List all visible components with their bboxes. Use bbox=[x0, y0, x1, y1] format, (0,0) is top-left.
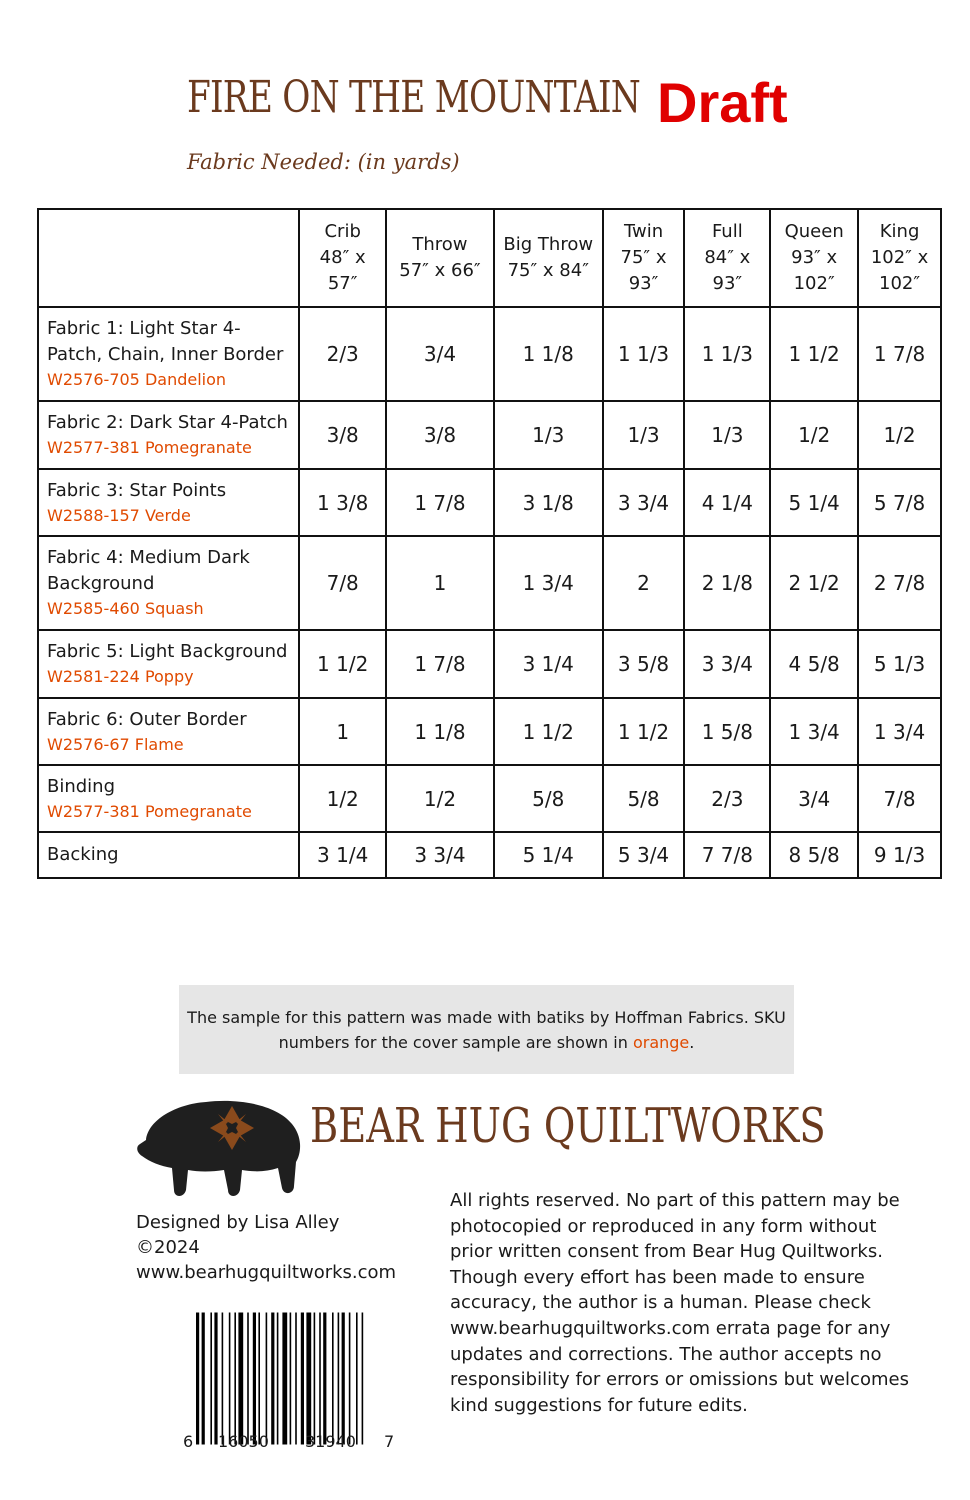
yardage-value: 5 1/3 bbox=[858, 630, 941, 698]
header-size-name: Throw bbox=[412, 234, 468, 255]
yardage-value: 1 1/8 bbox=[494, 307, 603, 401]
header-size-dimensions: 48″ x 57″ bbox=[319, 247, 366, 294]
yardage-value: 5 3/4 bbox=[603, 832, 685, 878]
table-row bbox=[38, 630, 941, 698]
note-highlight: orange bbox=[632, 1033, 690, 1052]
yardage-value: 1 3/4 bbox=[494, 536, 603, 630]
yardage-value: 1 1/8 bbox=[386, 698, 494, 765]
header-size-dimensions: 102″ x 102″ bbox=[870, 247, 929, 294]
yardage-value: 1/3 bbox=[603, 401, 685, 469]
fabric-sku: W2581-224 Poppy bbox=[47, 667, 194, 686]
yardage-value: 3/8 bbox=[386, 401, 494, 469]
yardage-value: 2 1/2 bbox=[770, 536, 858, 630]
website-line: www.bearhugquiltworks.com bbox=[136, 1262, 397, 1283]
pattern-title: FIRE ON THE MOUNTAIN bbox=[187, 72, 641, 123]
fabric-label-cell bbox=[38, 307, 299, 401]
sample-note bbox=[179, 985, 794, 1074]
fabric-label: Fabric 4: Medium Dark Background bbox=[47, 547, 250, 594]
fabric-label: Fabric 6: Outer Border bbox=[47, 708, 247, 730]
designer-line: Designed by Lisa Alley bbox=[136, 1212, 340, 1233]
yardage-value: 5 1/4 bbox=[770, 469, 858, 536]
header-size-dimensions: 93″ x 102″ bbox=[791, 247, 838, 294]
table-row bbox=[38, 698, 941, 765]
table-row bbox=[38, 832, 941, 878]
yardage-value: 5 7/8 bbox=[858, 469, 941, 536]
note-text: The sample for this pattern was made with batiks by Hoffman Fabrics. SKU numbers for the cover sample are shown in bbox=[187, 1008, 786, 1052]
header-size-dimensions: 84″ x 93″ bbox=[704, 247, 751, 294]
yardage-value: 1 1/2 bbox=[299, 630, 386, 698]
yardage-value: 3 3/4 bbox=[684, 630, 770, 698]
fabric-label: Backing bbox=[47, 844, 119, 865]
yardage-value: 5/8 bbox=[603, 765, 685, 832]
rights-statement: All rights reserved. No part of this pattern may be photocopied or reproduced in any form without prior written consent from Bear Hug Quiltworks. Though every effort has been made to ensure accuracy, the author is a human. Please check www.bearhugquiltworks.com errata page for any updates and corrections. The author accepts no responsibility for errors or omissions but welcomes kind suggestions for future edits. bbox=[450, 1190, 909, 1416]
header-size-name: Big Throw bbox=[503, 234, 594, 255]
header-size-name: Queen bbox=[784, 221, 844, 242]
fabric-label: Fabric 1: Light Star 4-Patch, Chain, Inner Border bbox=[47, 318, 284, 365]
yardage-value: 4 1/4 bbox=[684, 469, 770, 536]
copyright-line: ©2024 bbox=[136, 1237, 200, 1258]
header-queen bbox=[770, 209, 858, 307]
header-twin bbox=[603, 209, 685, 307]
header-size-name: Crib bbox=[324, 221, 361, 242]
yardage-value: 1/3 bbox=[684, 401, 770, 469]
yardage-value: 7/8 bbox=[299, 536, 386, 630]
header-throw bbox=[386, 209, 494, 307]
yardage-value: 4 5/8 bbox=[770, 630, 858, 698]
yardage-value: 3 1/8 bbox=[494, 469, 603, 536]
header-size-name: Full bbox=[711, 221, 743, 242]
yardage-value: 1 bbox=[386, 536, 494, 630]
yardage-value: 2/3 bbox=[299, 307, 386, 401]
yardage-value: 1/2 bbox=[386, 765, 494, 832]
yardage-value: 9 1/3 bbox=[858, 832, 941, 878]
fabric-label-cell bbox=[38, 698, 299, 765]
yardage-value: 1/2 bbox=[770, 401, 858, 469]
barcode-digit-prefix: 6 bbox=[183, 1432, 194, 1451]
fabric-sku: W2577-381 Pomegranate bbox=[47, 438, 252, 457]
yardage-value: 2/3 bbox=[684, 765, 770, 832]
yardage-value: 3/4 bbox=[770, 765, 858, 832]
fabric-label: Fabric 2: Dark Star 4-Patch bbox=[47, 412, 288, 433]
fabric-needed-subtitle: Fabric Needed: (in yards) bbox=[187, 150, 460, 174]
yardage-value: 3 3/4 bbox=[603, 469, 685, 536]
header-size-dimensions: 75″ x 93″ bbox=[620, 247, 667, 294]
yardage-value: 7 7/8 bbox=[684, 832, 770, 878]
yardage-value: 3/8 bbox=[299, 401, 386, 469]
fabric-sku: W2576-67 Flame bbox=[47, 734, 184, 754]
fabric-label: Fabric 5: Light Background bbox=[47, 641, 288, 662]
barcode-digit-left: 16050 bbox=[218, 1432, 269, 1451]
yardage-value: 1 3/4 bbox=[770, 698, 858, 765]
draft-label: Draft bbox=[657, 71, 788, 134]
yardage-value: 1 bbox=[299, 698, 386, 765]
yardage-value: 7/8 bbox=[858, 765, 941, 832]
yardage-value: 1 1/2 bbox=[603, 698, 685, 765]
table-row bbox=[38, 401, 941, 469]
yardage-value: 5 1/4 bbox=[494, 832, 603, 878]
fabric-label: Binding bbox=[47, 775, 116, 797]
yardage-value: 3 1/4 bbox=[494, 630, 603, 698]
header-size-dimensions: 57″ x 66″ bbox=[399, 260, 481, 281]
header-king bbox=[858, 209, 941, 307]
header-size-dimensions: 75″ x 84″ bbox=[507, 260, 589, 281]
fabric-label-cell bbox=[38, 765, 299, 832]
fabric-label-cell bbox=[38, 630, 299, 698]
header-size-name: King bbox=[879, 221, 920, 242]
note-end: . bbox=[689, 1033, 695, 1052]
fabric-sku: W2577-381 Pomegranate bbox=[47, 801, 252, 821]
barcode-icon bbox=[182, 1300, 404, 1460]
yardage-value: 2 1/8 bbox=[684, 536, 770, 630]
yardage-value: 1/2 bbox=[299, 765, 386, 832]
fabric-sku: W2576-705 Dandelion bbox=[47, 370, 227, 389]
yardage-value: 3 3/4 bbox=[386, 832, 494, 878]
table-header-row bbox=[38, 209, 941, 307]
yardage-value: 3/4 bbox=[386, 307, 494, 401]
fabric-sku: W2588-157 Verde bbox=[47, 505, 191, 525]
fabric-label-cell bbox=[38, 832, 299, 878]
fabric-label: Fabric 3: Star Points bbox=[47, 479, 227, 501]
barcode-digit-check: 7 bbox=[384, 1432, 395, 1451]
yardage-value: 3 1/4 bbox=[299, 832, 386, 878]
yardage-value: 2 bbox=[603, 536, 685, 630]
yardage-value: 5/8 bbox=[494, 765, 603, 832]
fabric-label-cell bbox=[38, 469, 299, 536]
header-corner bbox=[38, 209, 299, 307]
header-big-throw bbox=[494, 209, 603, 307]
bear-logo-icon bbox=[136, 1090, 304, 1202]
fabric-label-cell bbox=[38, 401, 299, 469]
credits bbox=[136, 1210, 396, 1285]
yardage-table bbox=[37, 208, 942, 879]
yardage-value: 1 1/2 bbox=[770, 307, 858, 401]
header-crib bbox=[299, 209, 386, 307]
fabric-label-cell bbox=[38, 536, 299, 630]
yardage-value: 1 7/8 bbox=[386, 630, 494, 698]
header-size-name: Twin bbox=[623, 221, 664, 242]
table-row bbox=[38, 307, 941, 401]
yardage-value: 1 1/2 bbox=[494, 698, 603, 765]
brand-name: BEAR HUG QUILTWORKS bbox=[310, 1098, 826, 1154]
yardage-value: 8 5/8 bbox=[770, 832, 858, 878]
barcode-digit-right: 31940 bbox=[305, 1432, 356, 1451]
yardage-value: 1/3 bbox=[494, 401, 603, 469]
yardage-value: 1 3/4 bbox=[858, 698, 941, 765]
yardage-value: 1 1/3 bbox=[684, 307, 770, 401]
yardage-value: 1/2 bbox=[858, 401, 941, 469]
table-row bbox=[38, 765, 941, 832]
table-row bbox=[38, 536, 941, 630]
fabric-sku: W2585-460 Squash bbox=[47, 599, 204, 618]
yardage-value: 1 3/8 bbox=[299, 469, 386, 536]
yardage-value: 1 1/3 bbox=[603, 307, 685, 401]
yardage-value: 2 7/8 bbox=[858, 536, 941, 630]
yardage-value: 1 7/8 bbox=[858, 307, 941, 401]
table-row bbox=[38, 469, 941, 536]
header-full bbox=[684, 209, 770, 307]
yardage-value: 1 5/8 bbox=[684, 698, 770, 765]
yardage-value: 1 7/8 bbox=[386, 469, 494, 536]
yardage-value: 3 5/8 bbox=[603, 630, 685, 698]
